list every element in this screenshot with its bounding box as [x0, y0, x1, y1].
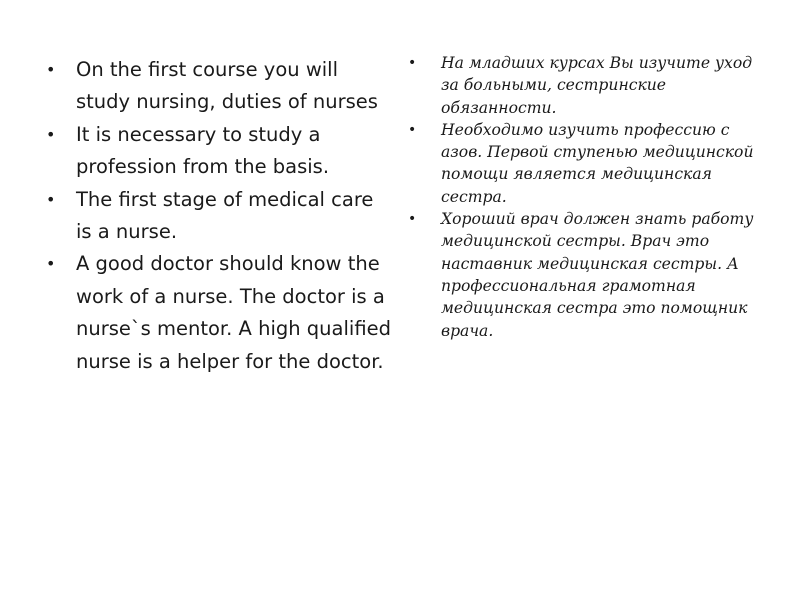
bullet-icon: •	[408, 211, 417, 228]
list-item-text: На младших курсах Вы изучите уход за больными, сестринские обязанности.	[441, 54, 753, 117]
list-item	[46, 248, 391, 378]
list-item	[408, 119, 763, 208]
list-item-text: The first stage of medical care is a nurse.	[76, 187, 374, 244]
list-item-text: Необходимо изучить профессию с азов. Первой ступенью медицинской помощи является медицинская сестра.	[441, 120, 754, 206]
list-item	[46, 54, 391, 119]
list-item	[46, 119, 391, 184]
list-item	[46, 184, 391, 249]
bullet-icon: •	[408, 121, 417, 138]
bullet-icon: •	[46, 254, 56, 274]
list-item	[408, 52, 763, 119]
list-item-text: A good doctor should know the work of a nurse. The doctor is a nurse`s mentor. A high qualified nurse is a helper for the doctor.	[76, 252, 391, 373]
bullet-icon: •	[46, 60, 56, 79]
list-item-text: Хороший врач должен знать работу медицинской сестры. Врач это наставник медицинская сестры. А профессиональная грамотная медицинская сестра это помощник врача.	[441, 210, 754, 340]
bullet-icon: •	[408, 55, 417, 71]
english-bullet-list	[46, 54, 391, 378]
list-item	[408, 208, 763, 342]
bullet-icon: •	[46, 189, 56, 209]
list-item-text: On the first course you will study nursing, duties of nurses	[76, 58, 378, 114]
bullet-icon: •	[46, 124, 56, 144]
russian-bullet-list	[408, 52, 763, 342]
list-item-text: It is necessary to study a profession from the basis.	[76, 122, 330, 179]
